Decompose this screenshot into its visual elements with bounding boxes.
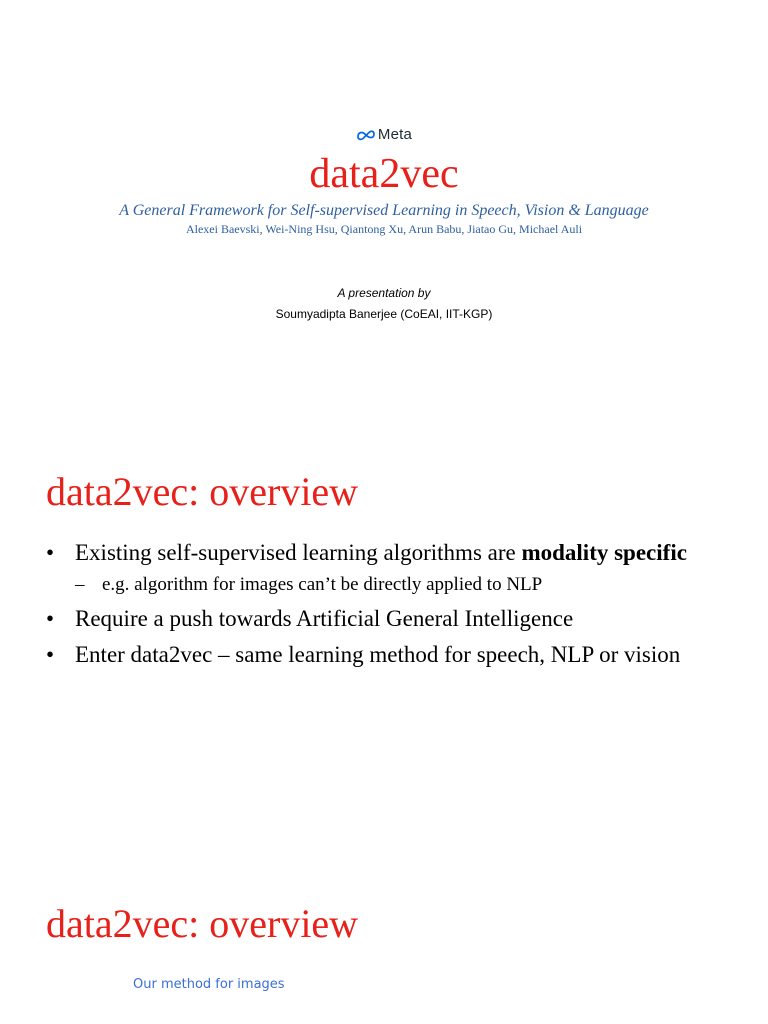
title-slide [0,0,768,420]
presenter-name: Soumyadipta Banerjee (CoEAI, IIT-KGP) [275,307,493,321]
bullet-text: Require a push towards Artificial General Intelligence [75,606,574,631]
slide-heading: data2vec: overview [46,901,359,946]
bullet-item [46,604,726,634]
sub-bullet-text: e.g. algorithm for images can’t be directly applied to NLP [102,574,543,595]
meta-logo-text: Meta [377,126,413,143]
overview-slide-2 [0,870,768,1024]
meta-logo [0,126,768,143]
bullet-text: Existing self-supervised learning algorithms are [75,540,522,565]
bullet-item [46,640,726,670]
paper-subtitle: A General Framework for Self-supervised Learning in Speech, Vision & Language [119,202,649,219]
figure-caption: Our method for images [133,977,285,992]
author-list: Alexei Baevski, Wei-Ning Hsu, Qiantong Xu, Arun Babu, Jiatao Gu, Michael Auli [185,222,583,236]
presentation-by-label: A presentation by [337,286,431,300]
meta-infinity-icon [356,128,376,142]
slide-heading: data2vec: overview [46,469,359,514]
presentation-title: data2vec [309,151,459,197]
bullet-text: Enter data2vec – same learning method for speech, NLP or vision [75,642,681,667]
bullet-dot-icon: • [46,540,55,565]
dash-icon: – [75,574,85,595]
overview-slide [0,430,768,850]
bullet-item [46,538,726,568]
bullet-bold-text: modality specific [521,540,687,565]
sub-bullet-item [75,572,726,598]
bullet-dot-icon: • [46,606,55,631]
bullet-dot-icon: • [46,642,55,667]
bullet-list [46,538,726,676]
